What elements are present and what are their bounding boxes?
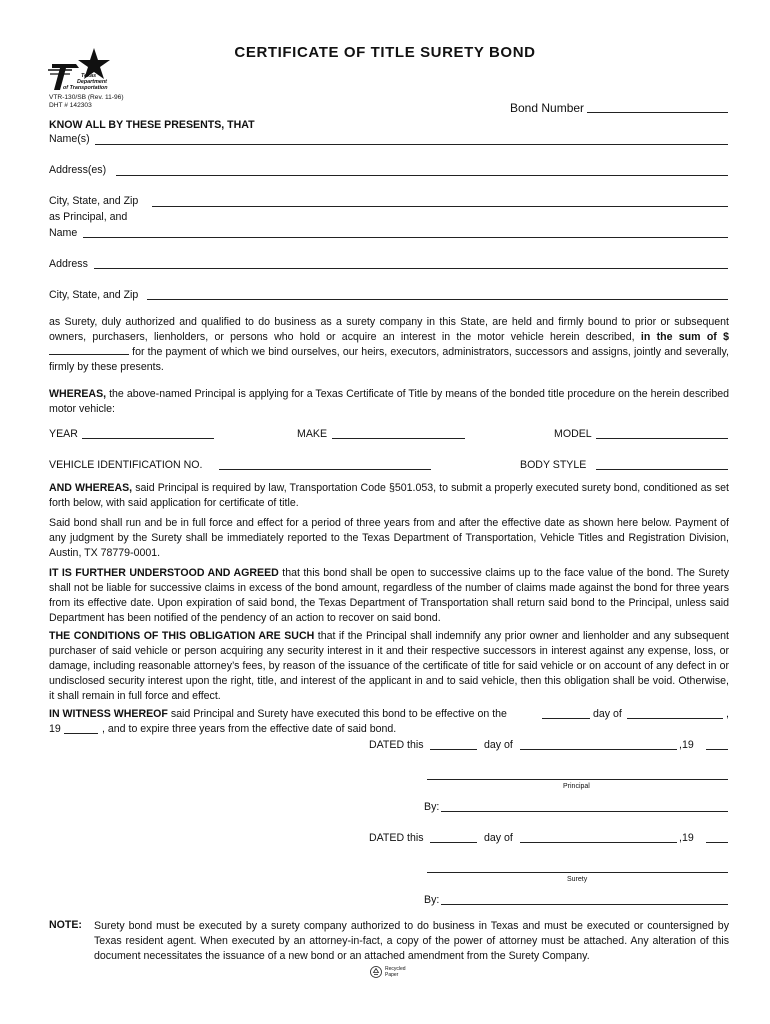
principal-signature-line[interactable] [427, 779, 728, 780]
witness-expire-text: , and to expire three years from the effective date of said bond. [102, 723, 397, 735]
surety-address-label: Address [49, 258, 88, 270]
agency-name: Texas Department of Transportation [63, 73, 108, 91]
principal-dated-day-field[interactable] [430, 749, 477, 750]
recycled-paper-text: Recycled Paper [385, 966, 406, 978]
surety-dated-this: DATED this [369, 832, 424, 844]
surety-day-of: day of [484, 832, 513, 844]
principal-city-field[interactable] [152, 206, 728, 207]
witness-comma: , [726, 708, 729, 720]
principal-dated-year-field[interactable] [706, 749, 728, 750]
body-style-field[interactable] [596, 469, 728, 470]
and-whereas-paragraph: AND WHEREAS, said Principal is required by law, Transportation Code §501.053, to submit a properly executed surety bond, conditioned as set forth below, with said application for certificate of title. [49, 482, 729, 509]
principal-city-label: City, State, and Zip [49, 195, 139, 207]
principal-names-field[interactable] [95, 144, 728, 145]
model-label: MODEL [554, 428, 592, 440]
bond-amount-field[interactable] [49, 346, 129, 355]
surety-name-label: Name [49, 227, 78, 239]
principal-by-field[interactable] [441, 811, 728, 812]
effective-day-field[interactable] [542, 718, 590, 719]
year-label: YEAR [49, 428, 78, 440]
know-all-heading: KNOW ALL BY THESE PRESENTS, THAT [49, 119, 255, 131]
conditions-paragraph: THE CONDITIONS OF THIS OBLIGATION ARE SUCH that if the Principal shall indemnify any prior owner and lienholder and any subsequent purchaser of said vehicle or person acquiring any security interest in it and their respective successors in interest against any expense, loss, or damage, including reasonable attorney’s fees, by reason of the issuance of the certificate of title for said vehicle or on account of any defect in or undisclosed security interest upon the right, title, and interest of the applicant in and to said vehicle, then this obligation shall be void. Otherwise, it shall remain in full force and effect. [49, 630, 729, 702]
surety-label: Surety [567, 876, 588, 883]
surety-year-prefix: ,19 [679, 832, 694, 844]
recycle-icon [370, 966, 382, 978]
principal-label: Principal [563, 783, 590, 790]
surety-name-field[interactable] [83, 237, 728, 238]
surety-by-field[interactable] [441, 904, 728, 905]
as-principal-text: as Principal, and [49, 211, 128, 223]
principal-dated-this: DATED this [369, 739, 424, 751]
note-label: NOTE: [49, 919, 82, 931]
principal-address-field[interactable] [116, 175, 728, 176]
vin-label: VEHICLE IDENTIFICATION NO. [49, 459, 203, 471]
model-field[interactable] [596, 438, 728, 439]
surety-city-label: City, State, and Zip [49, 289, 139, 301]
effective-year-field[interactable] [64, 733, 98, 734]
principal-by-label: By: [424, 801, 440, 813]
surety-signature-line[interactable] [427, 872, 728, 873]
surety-dated-month-field[interactable] [520, 842, 677, 843]
witness-day-of: day of [593, 708, 622, 720]
principal-year-prefix: ,19 [679, 739, 694, 751]
surety-by-label: By: [424, 894, 440, 906]
make-label: MAKE [297, 428, 328, 440]
surety-city-field[interactable] [147, 299, 728, 300]
form-id: VTR-130/SB (Rev. 11-96) DHT # 142303 [49, 94, 124, 109]
form-title: CERTIFICATE OF TITLE SURETY BOND [234, 44, 536, 61]
surety-address-field[interactable] [94, 268, 728, 269]
surety-paragraph: as Surety, duly authorized and qualified to do business as a surety company in this State, are held and firmly bound to prior or subsequent owners, purchasers, lienholders, or persons who hold or acquire an interest in the motor vehicle herein described, in the sum of $ for the payment of which we bind ourselves, our heirs, executors, administrators, successors and assigns, jointly and severally, firmly by these presents. [49, 316, 729, 373]
whereas-paragraph: WHEREAS, the above-named Principal is applying for a Texas Certificate of Title by means of the bonded title procedure on the herein described motor vehicle: [49, 388, 729, 415]
vin-field[interactable] [219, 469, 431, 470]
surety-dated-year-field[interactable] [706, 842, 728, 843]
further-understood-paragraph: IT IS FURTHER UNDERSTOOD AND AGREED that this bond shall be open to successive claims up to the face value of the bond. The Surety shall not be liable for successive claims in excess of the bond amount, regardless of the number of claims made against the bond for three years from its effective date. Upon expiration of said bond, the Texas Department of Transportation shall return said bond to the Principal, unless said Department has been notified of the pendency of an action to recover on said bond. [49, 567, 729, 624]
make-field[interactable] [332, 438, 465, 439]
note-text: Surety bond must be executed by a surety company authorized to do business in Texas and must be executed or countersigned by Texas resident agent. When executed by an attorney-in-fact, a copy of the power of attorney must be attached. Any alteration of this document necessitates the issuance of a new bond or an attached amendment from the Surety Company. [94, 920, 729, 962]
witness-year-prefix: 19 [49, 723, 61, 735]
principal-dated-month-field[interactable] [520, 749, 677, 750]
surety-dated-day-field[interactable] [430, 842, 477, 843]
bond-number-label: Bond Number [510, 101, 585, 115]
bond-number-field[interactable] [587, 112, 728, 113]
principal-day-of: day of [484, 739, 513, 751]
body-style-label: BODY STYLE [520, 459, 587, 471]
principal-address-label: Address(es) [49, 164, 107, 176]
principal-names-label: Name(s) [49, 133, 90, 145]
effective-month-field[interactable] [627, 718, 723, 719]
bond-term-paragraph: Said bond shall run and be in full force and effect for a period of three years from and after the effective date as shown here below. Payment of any judgment by the Surety shall be immediately reported to the Texas Department of Transportation, Vehicle Titles and Registration Division, Austin, TX 78779-0001. [49, 517, 729, 559]
witness-text: IN WITNESS WHEREOF said Principal and Surety have executed this bond to be effective on the [49, 708, 507, 720]
year-field[interactable] [82, 438, 214, 439]
